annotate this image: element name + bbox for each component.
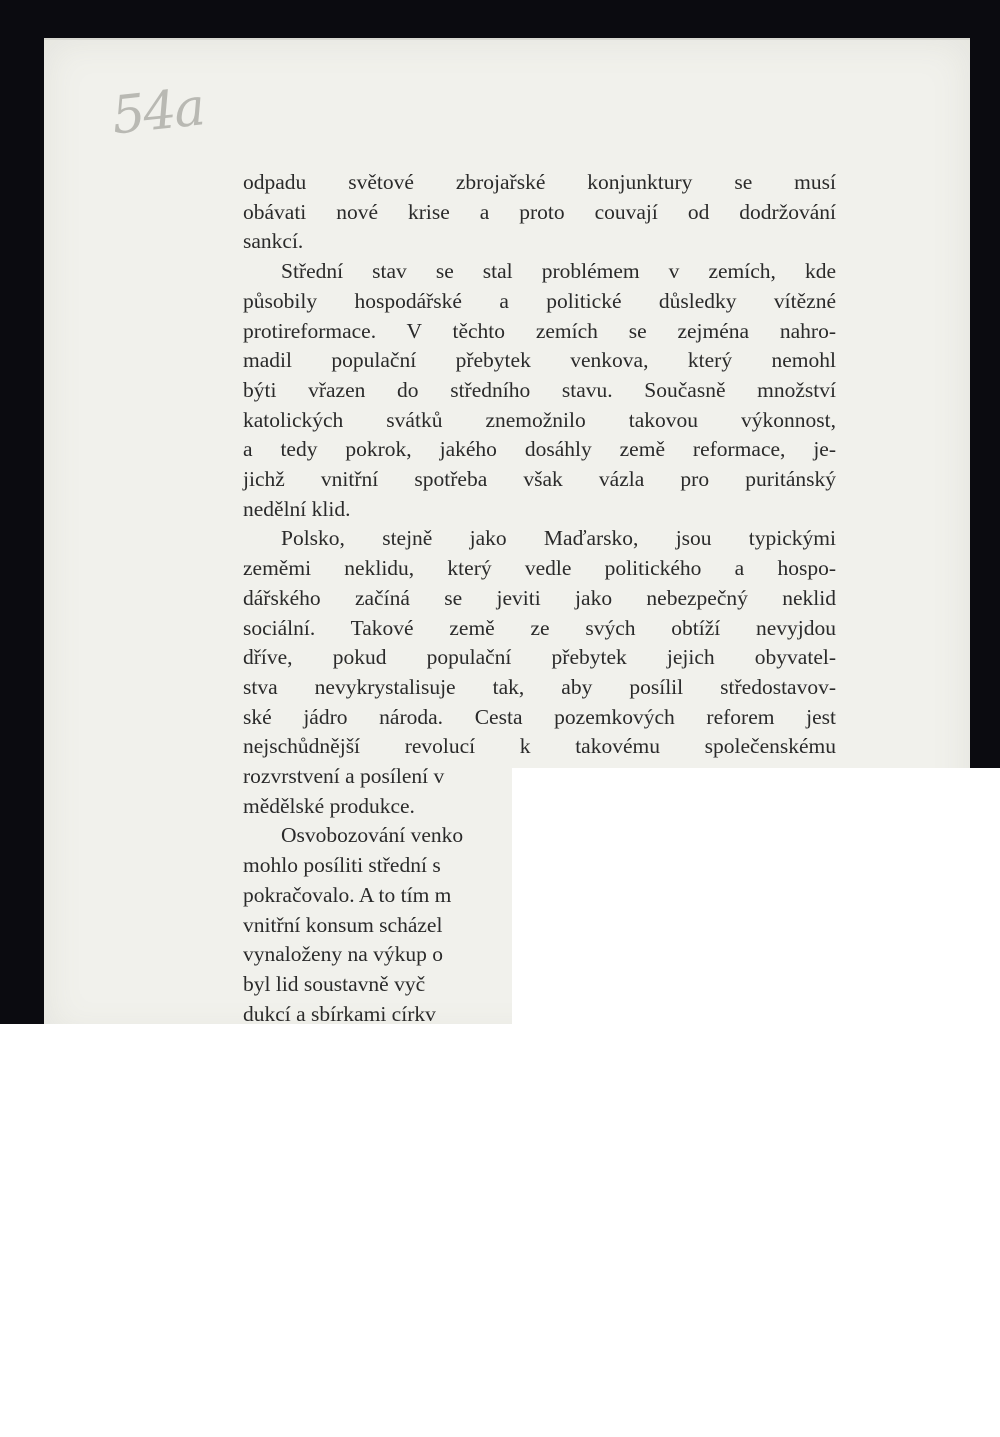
text-line: stva nevykrystalisuje tak, aby posílil středostavov- [243, 674, 836, 699]
text-line: vnitřní konsum scházel [243, 912, 443, 937]
text-line: rozvrstvení a posílení v [243, 764, 445, 789]
text-line: mohlo posíliti střední s [243, 853, 441, 878]
paragraph-2 [243, 257, 836, 524]
white-occlusion-block [512, 768, 1000, 1024]
text-line: odpadu světové zbrojařské konjunktury se musí [243, 170, 836, 194]
text-line: byl lid soustavně vyč [243, 971, 426, 996]
text-line: působily hospodářské a politické důsledky vítězné [243, 288, 836, 313]
paragraph-1 [243, 168, 836, 257]
text-line: obávati nové krise a proto couvají od dodržování [243, 199, 836, 224]
text-line: nedělní klid. [243, 496, 351, 521]
text-line: nejschůdnější revolucí k takovému společenskému [243, 734, 836, 759]
text-line: jichž vnitřní spotřeba však vázla pro puritánský [243, 467, 836, 492]
text-line: Střední stav se stal problémem v zemích, kde [281, 259, 836, 284]
text-line: mědělské produkce. [243, 793, 415, 818]
text-line: katolických svátků znemožnilo takovou výkonnost, [243, 407, 836, 432]
text-line: sociální. Takové země ze svých obtíží nevyjdou [243, 615, 836, 640]
text-line: vynaloženy na výkup o [243, 942, 444, 967]
text-line: a tedy pokrok, jakého dosáhly země reformace, je- [243, 437, 836, 462]
handwritten-page-number: 54a [109, 77, 207, 147]
text-line: dříve, pokud populační přebytek jejich obyvatel- [243, 645, 836, 670]
text-line: dářského začíná se jeviti jako nebezpečný neklid [243, 585, 836, 610]
text-line: býti vřazen do středního stavu. Současně množství [243, 377, 836, 402]
text-line: madil populační přebytek venkova, který nemohl [243, 348, 836, 373]
text-line: sankcí. [243, 229, 304, 254]
text-line: protireformace. V těchto zemích se zejména nahro- [243, 318, 836, 343]
text-line: Osvobozování venko [281, 823, 464, 848]
text-line: zeměmi neklidu, který vedle politického a hospo- [243, 556, 836, 581]
text-line: dukcí a sbírkami církv [243, 1001, 436, 1024]
text-line: ské jádro národa. Cesta pozemkových reforem jest [243, 704, 836, 729]
text-line: pokračovalo. A to tím m [243, 882, 452, 907]
paper-top-edge [44, 38, 970, 40]
text-line: Polsko, stejně jako Maďarsko, jsou typickými [281, 526, 836, 551]
